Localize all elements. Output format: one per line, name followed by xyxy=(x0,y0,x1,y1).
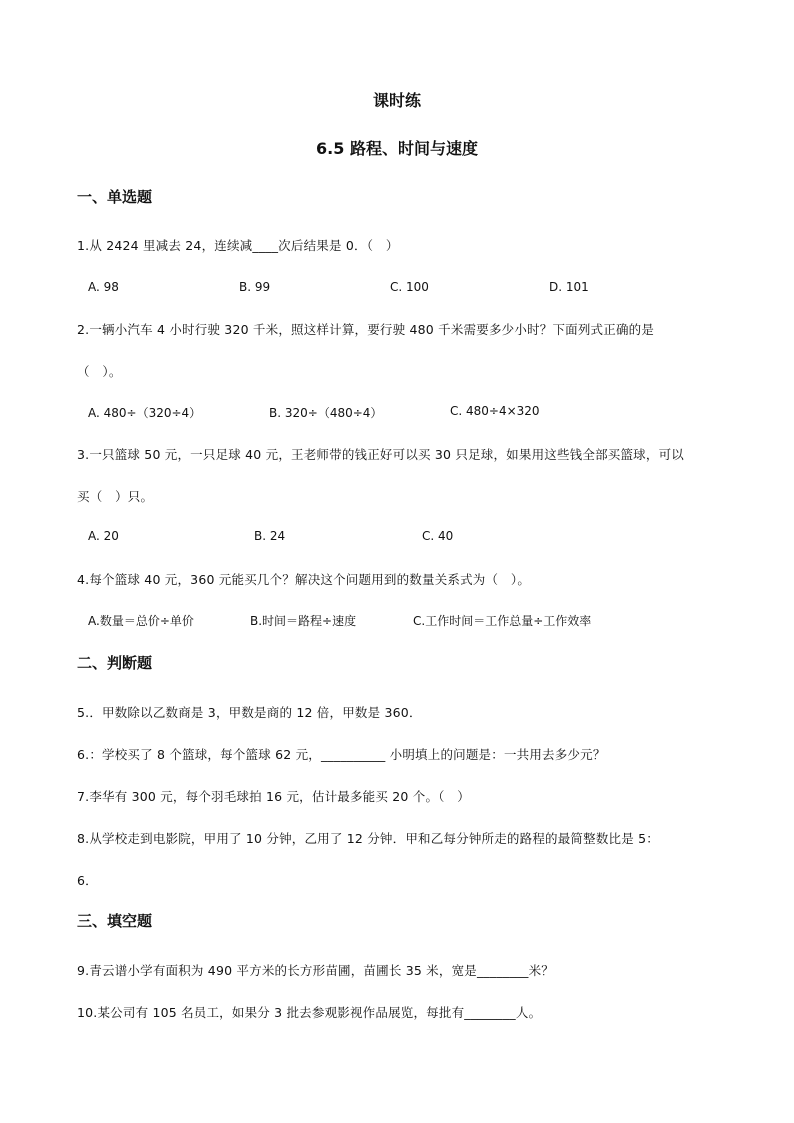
question-1-option-a: A. 98 xyxy=(88,280,119,294)
question-1: 1.从 2424 里减去 24，连续减____次后结果是 0．（ ） xyxy=(77,238,399,253)
question-5: 5.．甲数除以乙数商是 3，甲数是商的 12 倍，甲数是 360． xyxy=(77,705,422,720)
question-1-option-c: C. 100 xyxy=(390,280,429,294)
question-1-option-b: B. 99 xyxy=(239,280,271,294)
page-title: 课时练 xyxy=(372,91,421,110)
question-4-option-a: A.数量＝总价÷单价 xyxy=(88,614,194,628)
question-8-line-2: 6． xyxy=(77,873,98,888)
question-1-option-d: D. 101 xyxy=(549,280,589,294)
question-6: 6.：学校买了 8 个篮球，每个篮球 62 元，__________ 小明填上的问题是：一共用去多少元？ xyxy=(77,747,606,762)
page-subtitle: 6.5 路程、时间与速度 xyxy=(316,139,478,158)
question-2-line-2: （ ）。 xyxy=(77,364,122,379)
question-3-line-1: 3.一只篮球 50 元，一只足球 40 元，王老师带的钱正好可以买 30 只足球，如果用这些钱全部买篮球，可以 xyxy=(77,447,684,462)
question-9: 9.青云谱小学有面积为 490 平方米的长方形苗圃，苗圃长 35 米，宽是________米？ xyxy=(77,963,554,978)
question-10: 10.某公司有 105 名员工，如果分 3 批去参观影视作品展览，每批有________人。 xyxy=(77,1005,542,1020)
question-3-line-2: 买（ ）只。 xyxy=(77,489,154,504)
section-heading-single-choice: 一、单选题 xyxy=(77,188,153,206)
question-2-option-c: C. 480÷4×320 xyxy=(450,404,540,418)
question-2-option-a: A. 480÷（320÷4） xyxy=(88,406,202,420)
section-heading-true-false: 二、判断题 xyxy=(77,654,153,672)
section-heading-fill-blank: 三、填空题 xyxy=(77,912,153,930)
question-4: 4.每个篮球 40 元，360 元能买几个？解决这个问题用到的数量关系式为（ ）。 xyxy=(77,572,531,587)
question-2-line-1: 2.一辆小汽车 4 小时行驶 320 千米，照这样计算，要行驶 480 千米需要多少小时？下面列式正确的是 xyxy=(77,322,655,337)
question-2-option-b: B. 320÷（480÷4） xyxy=(269,406,383,420)
question-8-line-1: 8.从学校走到电影院，甲用了 10 分钟，乙用了 12 分钟．甲和乙每分钟所走的路程的最简整数比是 5： xyxy=(77,831,659,846)
question-7: 7.李华有 300 元，每个羽毛球拍 16 元，估计最多能买 20 个。（ ） xyxy=(77,789,470,804)
question-4-option-b: B.时间＝路程÷速度 xyxy=(250,614,357,628)
question-3-option-a: A. 20 xyxy=(88,529,119,543)
question-3-option-b: B. 24 xyxy=(254,529,286,543)
question-4-option-c: C.工作时间＝工作总量÷工作效率 xyxy=(413,614,592,628)
question-3-option-c: C. 40 xyxy=(422,529,454,543)
